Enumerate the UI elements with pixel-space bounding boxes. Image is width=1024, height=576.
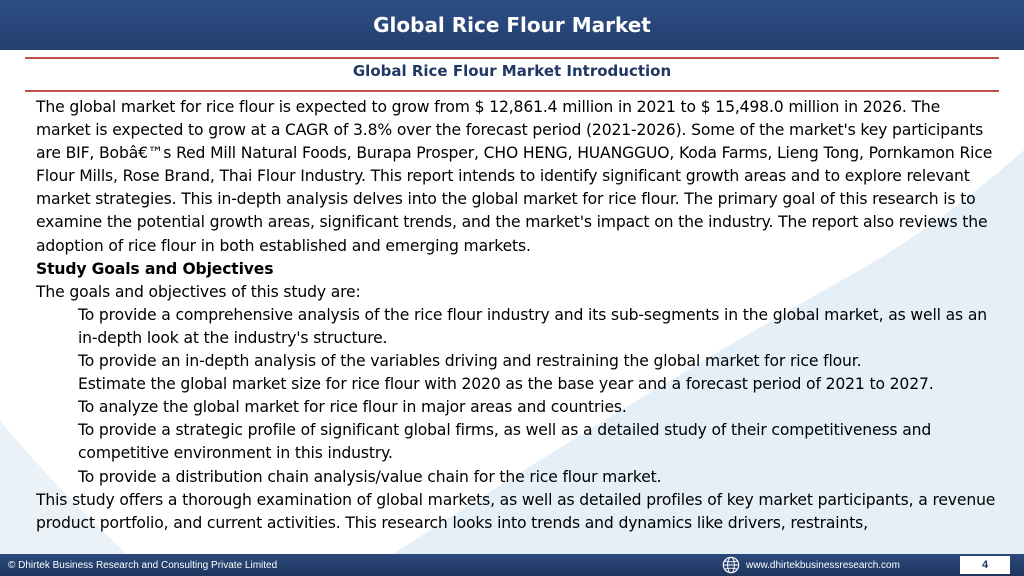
subtitle-top-rule — [25, 57, 999, 59]
objective-item: To analyze the global market for rice flour in major areas and countries. — [78, 398, 627, 417]
goals-heading: Study Goals and Objectives — [36, 259, 274, 278]
objective-item: To provide a comprehensive analysis of the rice flour industry and its sub-segments in the global market, as well as an in-depth look at the industry's structure. — [78, 305, 987, 347]
objective-item: Estimate the global market size for rice flour with 2020 as the base year and a forecast period of 2021 to 2027. — [78, 375, 934, 394]
page-number: 4 — [960, 556, 1010, 574]
intro-paragraph: The global market for rice flour is expected to grow from $ 12,861.4 million in 2021 to $ 15,498.0 million in 2026. The market is expected to grow at a CAGR of 3.8% over the forecast period (2021-2026). Some of the market's key participants are BIF, Bobâ€™s Red Mill Natural Foods, Burapa Prosper, CHO HENG, HUANGGUO, Koda Farms, Lieng Tong, Pornkamon Rice Flour Mills, Rose Brand, Thai Flour Industry. This report intends to identify significant growth areas and to explore relevant market strategies. This in-depth analysis delves into the global market for rice flour. The primary goal of this research is to examine the potential growth areas, significant trends, and the market's impact on the industry. The report also reviews the adoption of rice flour in both established and emerging markets. — [36, 98, 993, 255]
objectives-list — [36, 304, 996, 489]
website-text[interactable]: www.dhirtekbusinessresearch.com — [746, 559, 900, 571]
subtitle-bottom-rule — [25, 90, 999, 92]
title-bar — [0, 0, 1024, 50]
page-title: Global Rice Flour Market — [373, 13, 651, 37]
closing-paragraph: This study offers a thorough examination of global markets, as well as detailed profiles of key market participants, a revenue product portfolio, and current activities. This research looks into trends and dynamics like drivers, restraints, — [36, 490, 996, 532]
copyright-text: © Dhirtek Business Research and Consulting Private Limited — [8, 559, 278, 571]
section-subtitle: Global Rice Flour Market Introduction — [352, 62, 672, 80]
content-body — [36, 96, 996, 552]
globe-icon — [722, 556, 740, 574]
website-link[interactable] — [722, 556, 900, 574]
objective-item: To provide a distribution chain analysis/value chain for the rice flour market. — [78, 467, 662, 486]
objective-item: To provide a strategic profile of significant global firms, as well as a detailed study of their competitiveness and competitive environment in this industry. — [78, 421, 932, 463]
footer-bar — [0, 554, 1024, 576]
goals-intro: The goals and objectives of this study are: — [36, 282, 361, 301]
objective-item: To provide an in-depth analysis of the variables driving and restraining the global market for rice flour. — [78, 352, 862, 371]
